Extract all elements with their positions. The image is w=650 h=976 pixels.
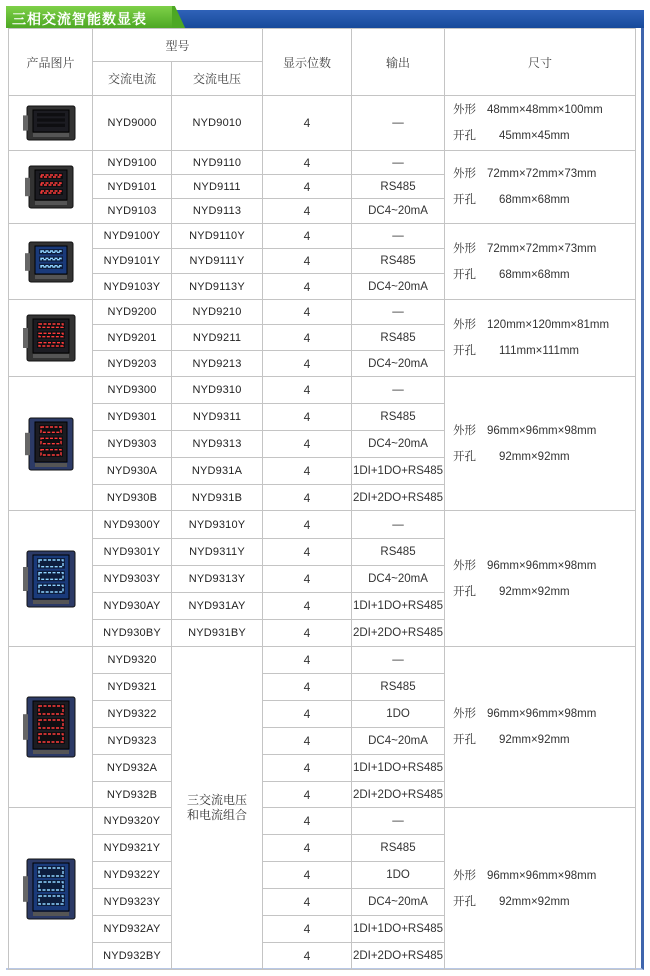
hole-label: 开孔 (453, 268, 477, 281)
output-type: 1DI+1DO+RS485 (352, 593, 445, 620)
outer-value: 72mm×72mm×73mm (487, 168, 597, 180)
outer-value: 96mm×96mm×98mm (487, 869, 597, 882)
model-ac-current: NYD9303Y (93, 566, 172, 593)
outer-value: 48mm×48mm×100mm (487, 104, 603, 116)
output-type: 2DI+2DO+RS485 (352, 620, 445, 647)
output-type: DC4~20mA (352, 199, 445, 224)
model-ac-current: NYD9000 (93, 96, 172, 151)
output-type: — (352, 300, 445, 325)
display-digits: 4 (263, 249, 352, 274)
combined-note: 三交流电压和电流组合 (172, 647, 263, 970)
hole-value: 92mm×92mm (499, 585, 570, 598)
display-digits: 4 (263, 835, 352, 862)
model-ac-current: NYD9322 (93, 701, 172, 728)
hole-label: 开孔 (453, 734, 477, 746)
display-digits: 4 (263, 404, 352, 431)
model-ac-current: NYD9103 (93, 199, 172, 224)
display-digits: 4 (263, 539, 352, 566)
outer-dimension (453, 418, 635, 444)
model-ac-voltage: NYD931BY (172, 620, 263, 647)
output-type: — (352, 377, 445, 404)
output-type: — (352, 808, 445, 835)
display-digits: 4 (263, 943, 352, 970)
outer-value: 96mm×96mm×98mm (487, 559, 597, 572)
outer-dimension (453, 553, 635, 579)
output-type: RS485 (352, 175, 445, 199)
model-ac-voltage: NYD931B (172, 485, 263, 511)
model-ac-current: NYD9101 (93, 175, 172, 199)
product-image-cell (9, 647, 93, 808)
output-type: — (352, 224, 445, 249)
outer-value: 96mm×96mm×98mm (487, 708, 597, 720)
display-digits: 4 (263, 351, 352, 377)
outer-dimension (453, 312, 635, 338)
model-ac-current: NYD9322Y (93, 862, 172, 889)
model-ac-voltage: NYD9311 (172, 404, 263, 431)
outer-dimension (453, 97, 635, 123)
model-ac-voltage: NYD9210 (172, 300, 263, 325)
hole-dimension (453, 889, 635, 915)
meter-96-lcd-icon (21, 549, 81, 609)
display-digits: 4 (263, 431, 352, 458)
output-type: — (352, 647, 445, 674)
model-ac-current: NYD9323 (93, 728, 172, 755)
model-ac-voltage: NYD931A (172, 458, 263, 485)
hole-value: 45mm×45mm (499, 130, 570, 142)
meter-72-icon (23, 164, 79, 210)
outer-label: 外形 (453, 168, 477, 180)
model-ac-current: NYD932B (93, 782, 172, 808)
output-type: RS485 (352, 404, 445, 431)
model-ac-current: NYD932AY (93, 916, 172, 943)
output-type: 1DI+1DO+RS485 (352, 916, 445, 943)
title-bar-blue (176, 10, 644, 28)
table-row (9, 96, 636, 151)
output-type: DC4~20mA (352, 566, 445, 593)
model-ac-current: NYD932A (93, 755, 172, 782)
display-digits: 4 (263, 593, 352, 620)
header-ac-voltage: 交流电压 (172, 62, 263, 96)
hole-label: 开孔 (453, 130, 477, 142)
hole-dimension (453, 262, 635, 288)
meter-72-lcd-icon (23, 240, 79, 284)
output-type: DC4~20mA (352, 274, 445, 300)
size-cell (445, 96, 636, 151)
model-ac-current: NYD9321Y (93, 835, 172, 862)
size-cell (445, 377, 636, 511)
model-ac-voltage: NYD9213 (172, 351, 263, 377)
model-ac-voltage: NYD9113 (172, 199, 263, 224)
model-ac-current: NYD9103Y (93, 274, 172, 300)
model-ac-current: NYD9100 (93, 151, 172, 175)
output-type: 1DO (352, 701, 445, 728)
output-type: 2DI+2DO+RS485 (352, 485, 445, 511)
header-size: 尺寸 (445, 29, 636, 96)
output-type: DC4~20mA (352, 431, 445, 458)
display-digits: 4 (263, 485, 352, 511)
product-image-cell (9, 96, 93, 151)
size-cell (445, 647, 636, 808)
model-ac-voltage: NYD9310 (172, 377, 263, 404)
hole-value: 92mm×92mm (499, 450, 570, 463)
output-type: — (352, 511, 445, 539)
display-digits: 4 (263, 782, 352, 808)
hole-label: 开孔 (453, 194, 477, 206)
size-cell (445, 808, 636, 970)
size-cell (445, 511, 636, 647)
model-ac-current: NYD930BY (93, 620, 172, 647)
hole-label: 开孔 (453, 450, 477, 463)
table-row (9, 151, 636, 175)
model-ac-voltage: NYD9310Y (172, 511, 263, 539)
output-type: DC4~20mA (352, 351, 445, 377)
display-digits: 4 (263, 151, 352, 175)
model-ac-current: NYD9101Y (93, 249, 172, 274)
size-cell (445, 151, 636, 224)
display-digits: 4 (263, 728, 352, 755)
output-type: — (352, 151, 445, 175)
product-image-cell (9, 808, 93, 970)
display-digits: 4 (263, 862, 352, 889)
outer-label: 外形 (453, 559, 477, 572)
model-ac-current: NYD9301 (93, 404, 172, 431)
outer-label: 外形 (453, 319, 477, 331)
outer-label: 外形 (453, 242, 477, 255)
hole-value: 111mm×111mm (499, 345, 580, 357)
output-type: 2DI+2DO+RS485 (352, 782, 445, 808)
meter-96-combo-lcd-icon (21, 857, 81, 921)
model-ac-voltage: NYD931AY (172, 593, 263, 620)
model-ac-current: NYD930AY (93, 593, 172, 620)
table-row (9, 300, 636, 325)
model-ac-current: NYD9303 (93, 431, 172, 458)
meter-96-combo-icon (21, 695, 81, 759)
hole-dimension (453, 444, 635, 470)
header-ac-current: 交流电流 (93, 62, 172, 96)
output-type: 1DI+1DO+RS485 (352, 755, 445, 782)
model-ac-voltage: NYD9111Y (172, 249, 263, 274)
output-type: DC4~20mA (352, 728, 445, 755)
display-digits: 4 (263, 199, 352, 224)
model-ac-current: NYD9323Y (93, 889, 172, 916)
product-image-cell (9, 300, 93, 377)
output-type: — (352, 96, 445, 151)
outer-dimension (453, 701, 635, 727)
header-product-image: 产品图片 (9, 29, 93, 96)
hole-dimension (453, 579, 635, 605)
model-ac-current: NYD930B (93, 485, 172, 511)
model-ac-voltage: NYD9110Y (172, 224, 263, 249)
display-digits: 4 (263, 377, 352, 404)
table-row (9, 647, 636, 674)
display-digits: 4 (263, 916, 352, 943)
display-digits: 4 (263, 325, 352, 351)
output-type: RS485 (352, 835, 445, 862)
outer-label: 外形 (453, 708, 477, 720)
meter-120-icon (21, 313, 81, 363)
output-type: DC4~20mA (352, 889, 445, 916)
model-ac-current: NYD9321 (93, 674, 172, 701)
spec-table (8, 28, 636, 970)
hole-value: 68mm×68mm (499, 268, 570, 281)
model-ac-voltage: NYD9110 (172, 151, 263, 175)
outer-dimension (453, 236, 635, 262)
model-ac-current: NYD9203 (93, 351, 172, 377)
display-digits: 4 (263, 274, 352, 300)
product-image-cell (9, 151, 93, 224)
table-row (9, 808, 636, 835)
model-ac-current: NYD932BY (93, 943, 172, 970)
model-ac-current: NYD9300 (93, 377, 172, 404)
table-row (9, 377, 636, 404)
display-digits: 4 (263, 300, 352, 325)
hole-value: 92mm×92mm (499, 734, 570, 746)
hole-label: 开孔 (453, 345, 477, 357)
model-ac-current: NYD9201 (93, 325, 172, 351)
outer-value: 120mm×120mm×81mm (487, 319, 610, 331)
title-bar (6, 6, 644, 28)
model-ac-voltage: NYD9311Y (172, 539, 263, 566)
model-ac-voltage: NYD9010 (172, 96, 263, 151)
output-type: RS485 (352, 539, 445, 566)
model-ac-current: NYD9100Y (93, 224, 172, 249)
display-digits: 4 (263, 674, 352, 701)
hole-value: 68mm×68mm (499, 194, 570, 206)
product-image-cell (9, 377, 93, 511)
outer-label: 外形 (453, 104, 477, 116)
display-digits: 4 (263, 224, 352, 249)
display-digits: 4 (263, 647, 352, 674)
output-type: 1DO (352, 862, 445, 889)
hole-dimension (453, 123, 635, 149)
display-digits: 4 (263, 889, 352, 916)
output-type: RS485 (352, 674, 445, 701)
hole-label: 开孔 (453, 585, 477, 598)
model-ac-current: NYD9200 (93, 300, 172, 325)
hole-dimension (453, 187, 635, 213)
outer-value: 96mm×96mm×98mm (487, 424, 597, 437)
size-cell (445, 224, 636, 300)
hole-value: 92mm×92mm (499, 895, 570, 908)
display-digits: 4 (263, 96, 352, 151)
outer-label: 外形 (453, 424, 477, 437)
model-ac-current: NYD9320 (93, 647, 172, 674)
table-row (9, 511, 636, 539)
product-image-cell (9, 224, 93, 300)
output-type: RS485 (352, 249, 445, 274)
model-ac-voltage: NYD9211 (172, 325, 263, 351)
model-ac-current: NYD9300Y (93, 511, 172, 539)
model-ac-current: NYD9301Y (93, 539, 172, 566)
display-digits: 4 (263, 701, 352, 728)
page-title: 三相交流智能数显表 (12, 11, 147, 27)
output-type: RS485 (352, 325, 445, 351)
display-digits: 4 (263, 620, 352, 647)
table-row (9, 224, 636, 249)
outer-label: 外形 (453, 869, 477, 882)
hole-dimension (453, 338, 635, 364)
outer-dimension (453, 161, 635, 187)
product-image-cell (9, 511, 93, 647)
model-ac-voltage: NYD9313 (172, 431, 263, 458)
display-digits: 4 (263, 511, 352, 539)
model-ac-voltage: NYD9113Y (172, 274, 263, 300)
display-digits: 4 (263, 808, 352, 835)
header-model: 型号 (93, 29, 263, 62)
display-digits: 4 (263, 458, 352, 485)
size-cell (445, 300, 636, 377)
output-type: 2DI+2DO+RS485 (352, 943, 445, 970)
meter-48-icon (21, 104, 81, 142)
outer-value: 72mm×72mm×73mm (487, 242, 597, 255)
display-digits: 4 (263, 175, 352, 199)
model-ac-current: NYD9320Y (93, 808, 172, 835)
hole-label: 开孔 (453, 895, 477, 908)
output-type: 1DI+1DO+RS485 (352, 458, 445, 485)
model-ac-voltage: NYD9313Y (172, 566, 263, 593)
meter-96-icon (23, 416, 79, 472)
display-digits: 4 (263, 755, 352, 782)
header-digits: 显示位数 (263, 29, 352, 96)
model-ac-voltage: NYD9111 (172, 175, 263, 199)
header-output: 输出 (352, 29, 445, 96)
outer-dimension (453, 863, 635, 889)
display-digits: 4 (263, 566, 352, 593)
model-ac-current: NYD930A (93, 458, 172, 485)
hole-dimension (453, 727, 635, 753)
